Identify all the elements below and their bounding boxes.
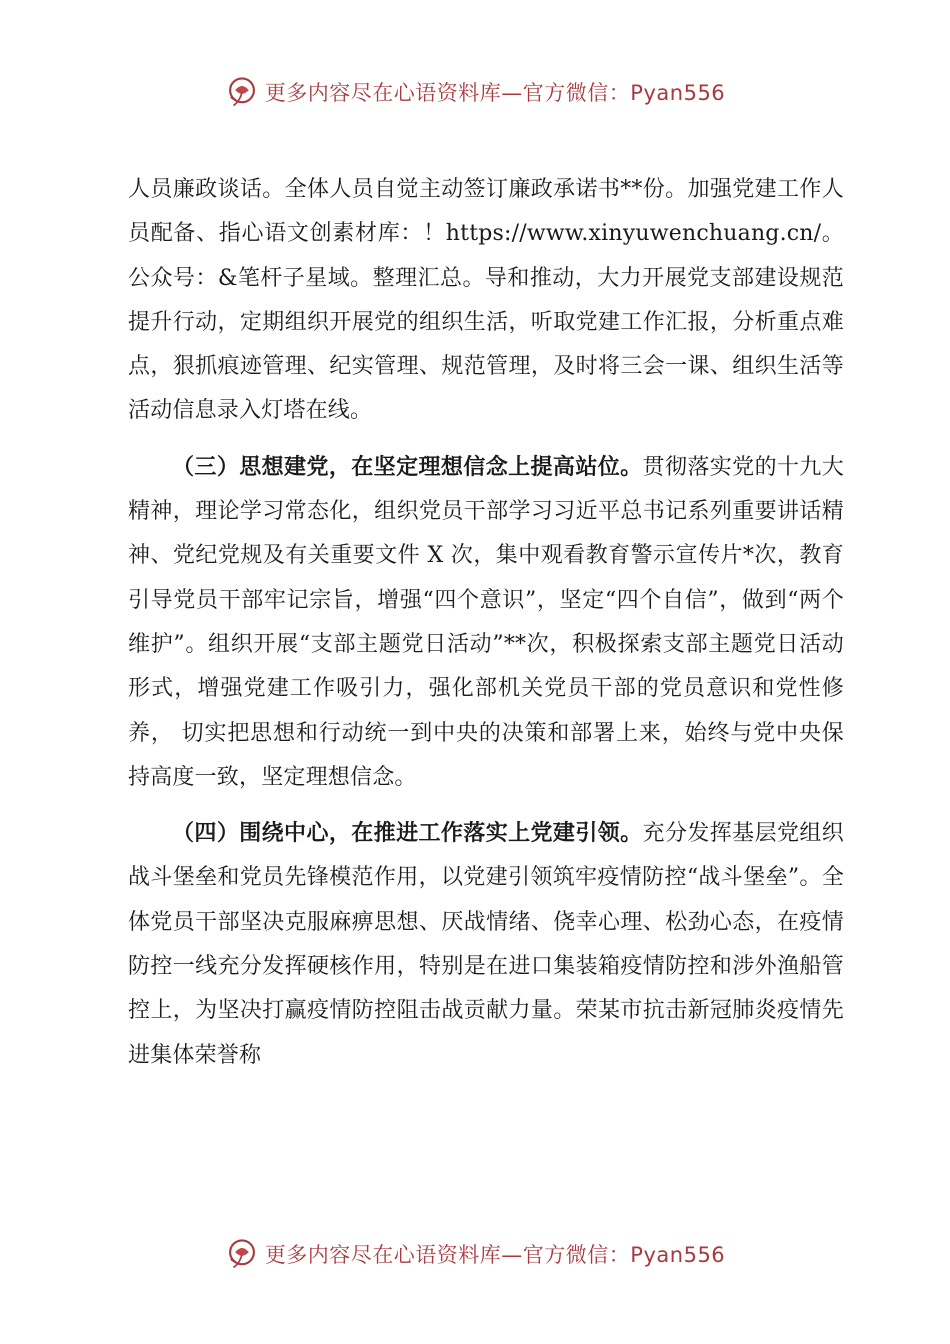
footer-slogan: 更多内容尽在心语资料库—官方微信：Pyan556 <box>264 1243 726 1267</box>
paragraph-section-3 <box>128 446 844 800</box>
section-heading: （四）围绕中心，在推进工作落实上党建引领。 <box>172 821 643 847</box>
paragraph-continued <box>128 168 844 434</box>
paragraph-body: 充分发挥基层党组织战斗堡垒和党员先锋模范作用，以党建引领筑牢疫情防控“战斗堡垒”。全体党员干部坚决克服麻痹思想、厌战情绪、侥幸心理、松劲心态，在疫情防控一线充分发挥硬核作用，特别是在进口集装箱疫情防控和涉外渔船管控上，为坚决打赢疫情防控阻击战贡献力量。荣某市抗击新冠肺炎疫情先进集体荣誉称 <box>128 821 844 1068</box>
document-body <box>128 168 844 1078</box>
section-heading: （三）思想建党，在坚定理想信念上提高站位。 <box>172 454 643 480</box>
paragraph-section-4 <box>128 812 844 1078</box>
rose-logo-icon <box>225 75 259 109</box>
header-banner <box>0 70 950 114</box>
paragraph-body: 人员廉政谈话。全体人员自觉主动签订廉政承诺书**份。加强党建工作人员配备、指心语文创素材库：！https://www.xinyuwenchuang.cn/。公众号：&笔杆子星域。整理汇总。导和推动，大力开展党支部建设规范提升行动，定期组织开展党的组织生活，听取党建工作汇报，分析重点难点，狠抓痕迹管理、纪实管理、规范管理，及时将三会一课、组织生活等活动信息录入灯塔在线。 <box>128 177 844 424</box>
rose-logo-icon <box>225 1237 259 1271</box>
footer-banner <box>0 1232 950 1276</box>
header-slogan: 更多内容尽在心语资料库—官方微信：Pyan556 <box>264 81 726 105</box>
paragraph-body: 贯彻落实党的十九大精神，理论学习常态化，组织党员干部学习习近平总书记系列重要讲话精神、党纪党规及有关重要文件 X 次，集中观看教育警示宣传片*次，教育引导党员干部牢记宗旨，增强“四个意识”，坚定“四个自信”，做到“两个维护”。组织开展“支部主题党日活动”**次，积极探索支部主题党日活动形式，增强党建工作吸引力，强化部机关党员干部的党员意识和党性修养， 切实把思想和行动统一到中央的决策和部署上来，始终与党中央保持高度一致，坚定理想信念。 <box>128 454 844 790</box>
